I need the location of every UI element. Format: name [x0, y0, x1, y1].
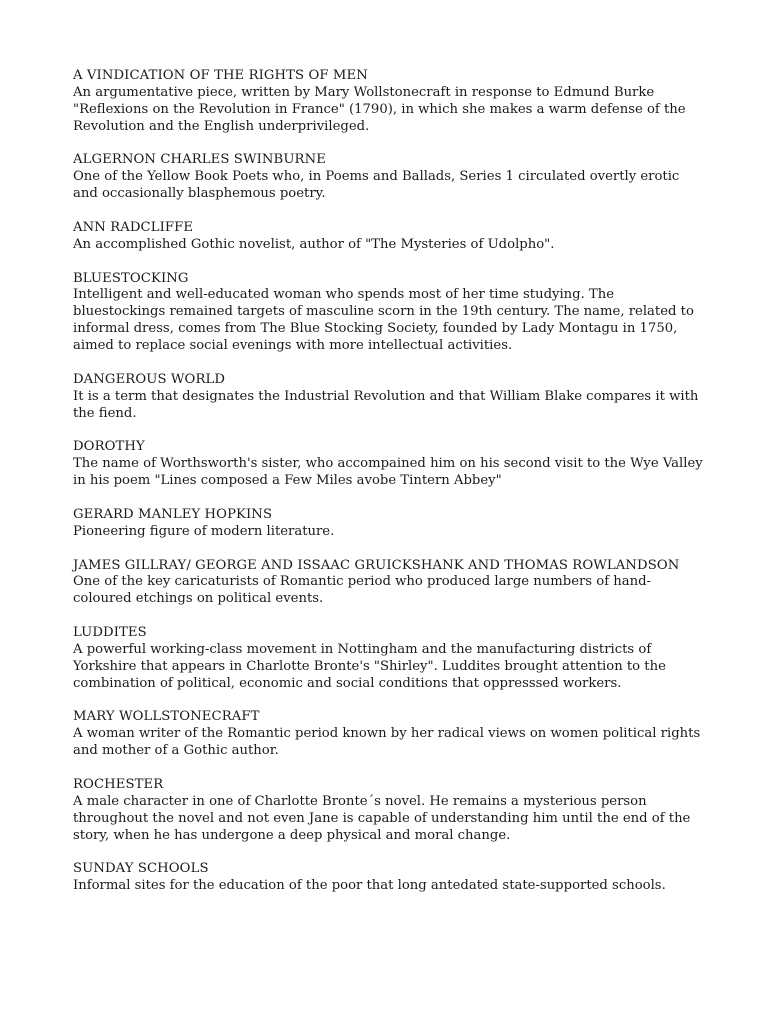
- glossary-entry: [73, 220, 703, 254]
- entry-definition: A woman writer of the Romantic period known by her radical views on women political rights and mother of a Gothic author.: [73, 726, 701, 759]
- glossary-entry: [73, 68, 703, 136]
- glossary-entry: [73, 271, 703, 356]
- entry-term: ANN RADCLIFFE: [73, 219, 194, 235]
- glossary-entry: [73, 777, 703, 845]
- entry-term: DOROTHY: [73, 439, 145, 455]
- entry-term: BLUESTOCKING: [73, 270, 189, 286]
- entry-definition: The name of Worthsworth's sister, who accompained him on his second visit to the Wye Valley in his poem "Lines composed a Few Miles avobe Tintern Abbey": [73, 456, 703, 489]
- entry-term: DANGEROUS WORLD: [73, 371, 226, 387]
- entry-definition: One of the Yellow Book Poets who, in Poems and Ballads, Series 1 circulated overtly erotic and occasionally blasphemous poetry.: [73, 169, 680, 202]
- glossary-entry: [73, 372, 703, 423]
- glossary-entry: [73, 507, 703, 541]
- entry-definition: An accomplished Gothic novelist, author of "The Mysteries of Udolpho".: [73, 236, 555, 252]
- entry-term: ALGERNON CHARLES SWINBURNE: [73, 152, 326, 168]
- glossary-entry: [73, 439, 703, 490]
- entry-definition: Informal sites for the education of the poor that long antedated state-supported schools.: [73, 878, 666, 894]
- entry-definition: One of the key caricaturists of Romantic period who produced large numbers of hand-coloured etchings on political events.: [73, 574, 652, 607]
- entry-definition: An argumentative piece, written by Mary Wollstonecraft in response to Edmund Burke "Reflexions on the Revolution in France" (1790), in which she makes a warm defense of the Revolution and the English underprivileged.: [73, 84, 686, 134]
- glossary-entry: [73, 152, 703, 203]
- entry-term: A VINDICATION OF THE RIGHTS OF MEN: [73, 68, 368, 83]
- glossary-entry: [73, 709, 703, 760]
- glossary-entry: [73, 861, 703, 895]
- entry-term: MARY WOLLSTONECRAFT: [73, 709, 260, 725]
- entry-definition: A male character in one of Charlotte Bronte´s novel. He remains a mysterious person throughout the novel and not even Jane is capable of understanding him until the end of the story, when he has undergone a deep physical and moral change.: [73, 793, 691, 843]
- entry-term: JAMES GILLRAY/ GEORGE AND ISSAAC GRUICKSHANK AND THOMAS ROWLANDSON: [73, 557, 680, 573]
- entry-term: SUNDAY SCHOOLS: [73, 861, 209, 877]
- entry-definition: Intelligent and well-educated woman who spends most of her time studying. The bluestockings remained targets of masculine scorn in the 19th century. The name, related to informal dress, comes from The Blue Stocking Society, founded by Lady Montagu in 1750, aimed to replace social evenings with more intellectual activities.: [73, 287, 694, 354]
- entry-definition: It is a term that designates the Industrial Revolution and that William Blake compares it with the fiend.: [73, 388, 699, 421]
- entry-term: LUDDITES: [73, 625, 147, 641]
- entry-term: GERARD MANLEY HOPKINS: [73, 506, 273, 522]
- glossary-entry: [73, 558, 703, 609]
- entry-definition: Pioneering figure of modern literature.: [73, 523, 335, 539]
- entry-definition: A powerful working-class movement in Nottingham and the manufacturing districts of Yorkshire that appears in Charlotte Bronte's "Shirley". Luddites brought attention to the combination of political, economic and social conditions that oppresssed workers.: [73, 641, 666, 691]
- entry-term: ROCHESTER: [73, 776, 164, 792]
- glossary-document: [73, 68, 703, 912]
- glossary-entry: [73, 625, 703, 693]
